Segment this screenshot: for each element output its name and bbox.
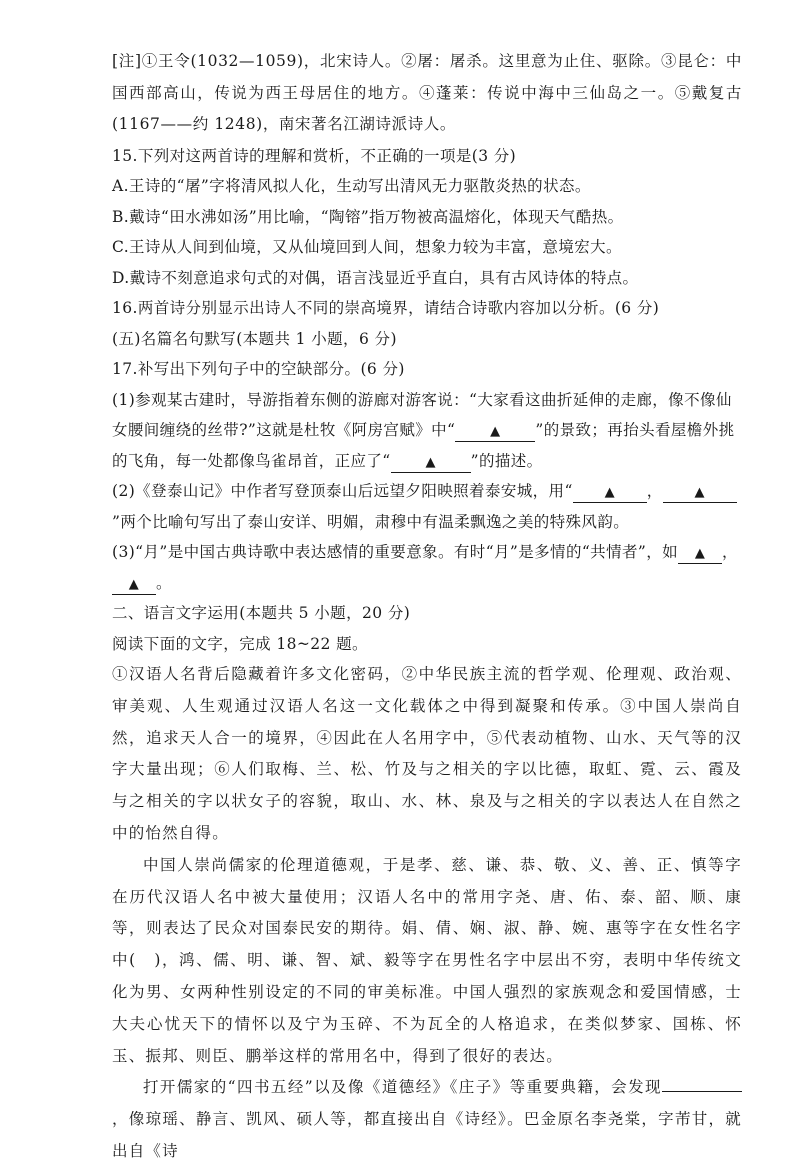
answer-blank[interactable] (678, 543, 722, 564)
question-15-option-c: C.王诗从人间到仙境，又从仙境回到人间，想象力较为丰富，意境宏大。 (112, 238, 622, 256)
triangle-marker-icon: ▲ (694, 485, 705, 500)
answer-blank[interactable] (391, 452, 471, 473)
triangle-marker-icon: ▲ (694, 546, 706, 561)
answer-blank[interactable] (573, 482, 647, 503)
question-17-part-1: (1)参观某古建时，导游指着东侧的游廊对游客说：“大家看这曲折延伸的走廊，像不像仙女腰间缠绕的丝带?”这就是杜牧《阿房宫赋》中“ ▲ ”的景致；再抬头看屋檐外挑的飞角，每一处都像鸟雀昂首，正应了“ ▲ ”的描述。 (112, 385, 742, 477)
reading-paragraph-1: ①汉语人名背后隐藏着许多文化密码，②中华民族主流的哲学观、伦理观、政治观、审美观、人生观通过汉语人名这一文化载体之中得到凝聚和传承。③中国人崇尚自然，追求天人合一的境界，④因此在人名用字中，⑤代表动植物、山水、天气等的汉字大量出现；⑥人们取梅、兰、松、竹及与之相关的字以比德，取虹、霓、云、霞及与之相关的字以状女子的容貌，取山、水、林、泉及与之相关的字以表达人在自然之中的怡然自得。 (112, 665, 742, 842)
reading-paragraph-2: 中国人崇尚儒家的伦理道德观，于是孝、慈、谦、恭、敬、义、善、正、慎等字在历代汉语人名中被大量使用；汉语人名中的常用字尧、唐、佑、泰、韶、顺、康等，则表达了民众对国泰民安的期待。娟、倩、娴、淑、静、婉、惠等字在女性名字中( )，鸿、儒、明、谦、智、斌、毅等字在男性名字中层出不穷，表明中华传统文化为男、女两种性别设定的不同的审美标准。中国人强烈的家族观念和爱国情感，士大夫心忧天下的情怀以及宁为玉碎、不为瓦全的人格追求，在类似梦家、国栋、怀玉、振邦、则臣、鹏举这样的常用名中，得到了很好的表达。 (112, 855, 742, 1065)
answer-blank[interactable] (663, 482, 737, 503)
triangle-marker-icon: ▲ (128, 576, 140, 592)
answer-blank[interactable] (662, 1091, 742, 1092)
section-5-heading: (五)名篇名句默写(本题共 1 小题，6 分) (112, 329, 397, 348)
question-15-option-b: B.戴诗“田水沸如汤”用比喻，“陶镕”指万物被高温熔化，体现天气酷热。 (112, 207, 624, 226)
answer-blank[interactable] (455, 421, 535, 442)
triangle-marker-icon: ▲ (604, 485, 615, 500)
triangle-marker-icon: ▲ (490, 424, 501, 439)
question-15-option-d: D.戴诗不刻意追求句式的对偶，语言浅显近乎直白，具有古风诗体的特点。 (112, 268, 639, 287)
question-16: 16.两首诗分别显示出诗人不同的崇高境界，请结合诗歌内容加以分析。(6 分) (112, 299, 660, 317)
question-15-option-a: A.王诗的“屠”字将清风拟人化，生动写出清风无力驱散炎热的状态。 (112, 177, 591, 195)
question-17-part-3: (3)“月”是中国古典诗歌中表达感情的重要意象。有时“月”是多情的“共情者”，如 ▲ ，▲ 。 (112, 537, 742, 598)
question-17-part-2: (2)《登泰山记》中作者写登顶泰山后远望夕阳映照着泰安城，用“ ▲ ， ▲”两个比喻句写出了泰山安详、明媚，肃穆中有温柔飘逸之美的特殊风韵。 (112, 476, 742, 537)
reading-paragraph-3: 打开儒家的“四书五经”以及像《道德经》《庄子》等重要典籍，会发现，像琼瑶、静言、凯风、硕人等，都直接出自《诗经》。巴金原名李尧棠，字芾甘，就出自《诗 (112, 1078, 742, 1160)
reading-instruction: 阅读下面的文字，完成 18~22 题。 (112, 634, 368, 653)
answer-blank[interactable] (112, 574, 156, 595)
section-2-heading: 二、语言文字运用(本题共 5 小题，20 分) (112, 604, 411, 622)
annotation-note: [注]①王令(1032—1059)，北宋诗人。②屠：屠杀。这里意为止住、驱除。③昆仑：中国西部高山，传说为西王母居住的地方。④蓬莱：传说中海中三仙岛之一。⑤戴复古(1167——约 1248)，南宋著名江湖诗派诗人。 (112, 52, 742, 133)
triangle-marker-icon: ▲ (425, 454, 436, 470)
question-17-stem: 17.补写出下列句子中的空缺部分。(6 分) (112, 360, 405, 378)
question-15-stem: 15.下列对这两首诗的理解和赏析，不正确的一项是(3 分) (112, 146, 517, 165)
